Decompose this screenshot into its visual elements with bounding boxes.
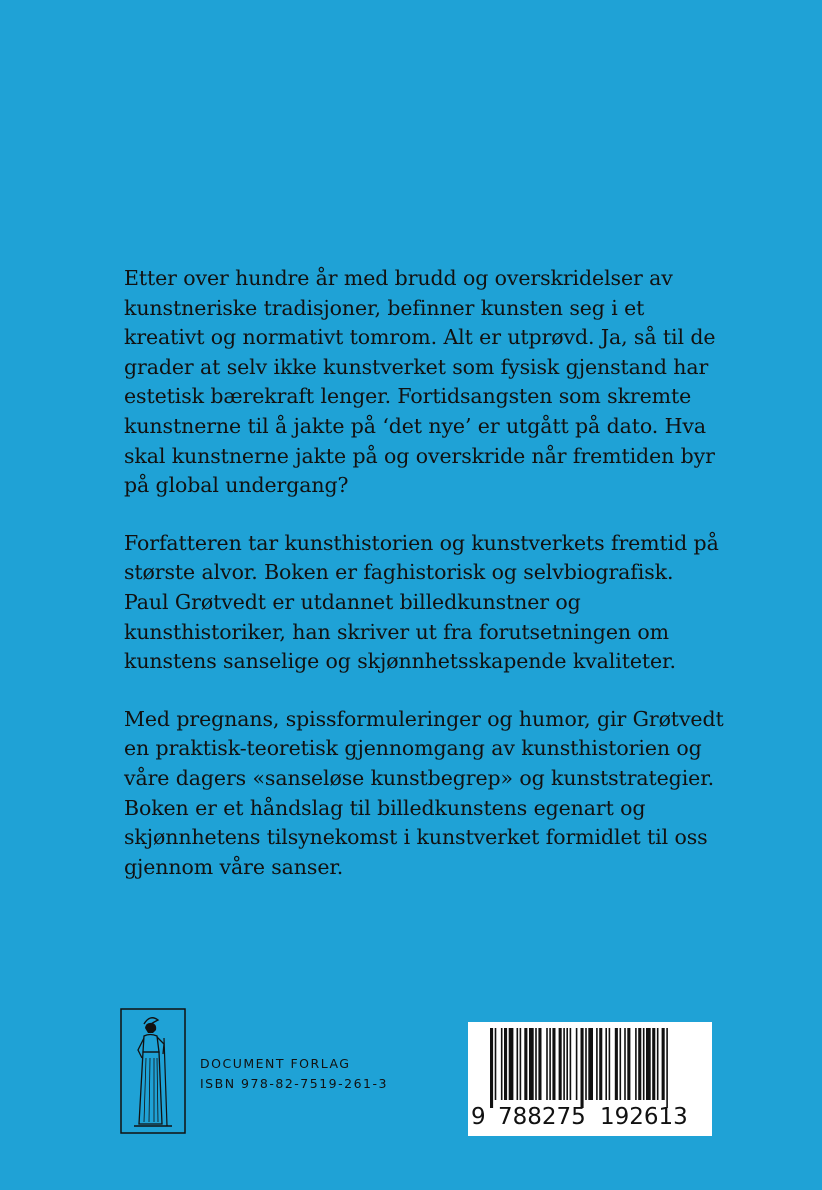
barcode-bar — [535, 1028, 537, 1100]
barcode-first-digit: 9 — [471, 1104, 486, 1130]
barcode-bar — [652, 1028, 655, 1100]
barcode-bar — [490, 1028, 493, 1108]
barcode-bar — [666, 1028, 668, 1108]
barcode-bar — [620, 1028, 622, 1100]
barcode-bar — [501, 1028, 503, 1100]
blurb-paragraph-2: Forfatteren tar kunsthistorien og kunstverkets fremtid på største alvor. Boken er faghistorisk og selvbiografisk. Paul Grøtvedt er utdannet billedkunstner og kunsthistoriker, han skriver ut fra forutsetningen om kunstens sanselige og skjønnhetsskapende kvaliteter. — [124, 530, 719, 674]
barcode-bar — [585, 1028, 587, 1100]
barcode-bar — [524, 1028, 527, 1100]
athena-figure-icon — [120, 1008, 186, 1134]
barcode-bar — [638, 1028, 641, 1100]
barcode-bar — [576, 1028, 578, 1100]
back-cover-blurb — [124, 264, 724, 910]
barcode-bar — [624, 1028, 626, 1100]
barcode-bar — [596, 1028, 598, 1100]
barcode-bar — [520, 1028, 522, 1100]
barcode-bar — [559, 1028, 562, 1100]
publisher-name: DOCUMENT FORLAG — [200, 1056, 351, 1071]
barcode-bar — [504, 1028, 507, 1100]
barcode-bar — [495, 1028, 497, 1100]
barcode-right-digits: 192613 — [600, 1104, 688, 1130]
barcode-bar — [546, 1028, 548, 1100]
barcode-bar — [609, 1028, 611, 1100]
isbn-barcode — [468, 1022, 712, 1136]
barcode-bar — [615, 1028, 618, 1100]
barcode-left-digits: 788275 — [498, 1104, 586, 1130]
barcode-bar — [563, 1028, 565, 1100]
blurb-paragraph-3: Med pregnans, spissformuleringer og humor, gir Grøtvedt en praktisk-teoretisk gjennomgang av kunsthistorien og våre dagers «sanseløse kunstbegrep» og kunststrategier. Boken er et håndslag til billedkunstens egenart og skjønnhetens tilsynekomst i kunstverket formidlet til oss gjennom våre sanser. — [124, 706, 724, 879]
barcode-bar — [581, 1028, 584, 1108]
barcode-bar — [635, 1028, 637, 1100]
barcode-bar — [646, 1028, 651, 1100]
barcode-bar — [570, 1028, 572, 1100]
barcode-bar — [662, 1028, 665, 1100]
barcode-bar — [538, 1028, 541, 1100]
barcode-bar — [509, 1028, 514, 1100]
barcode-bar — [552, 1028, 555, 1100]
barcode-digits — [468, 1104, 712, 1134]
barcode-bar — [605, 1028, 607, 1100]
blurb-paragraph-1: Etter over hundre år med brudd og overskridelser av kunstneriske tradisjoner, befinner kunsten seg i et kreativt og normativt tomrom. Alt er utprøvd. Ja, så til de grader at selv ikke kunstverket som fysisk gjenstand har estetisk bærekraft lenger. Fortidsangsten som skremte kunstnerne til å jakte på ‘det nye’ er utgått på dato. Hva skal kunstnerne jakte på og overskride når fremtiden byr på global undergang? — [124, 266, 716, 498]
barcode-bar — [517, 1028, 519, 1100]
barcode-bar — [657, 1028, 659, 1100]
barcode-bar — [549, 1028, 551, 1100]
barcode-bar — [588, 1028, 593, 1100]
publisher-info — [200, 1054, 388, 1094]
barcode-bar — [627, 1028, 630, 1100]
barcode-bar — [529, 1028, 534, 1100]
isbn-text: ISBN 978-82-7519-261-3 — [200, 1076, 388, 1091]
barcode-bar — [566, 1028, 568, 1100]
barcode-bar — [599, 1028, 602, 1100]
barcode-bar — [643, 1028, 645, 1100]
